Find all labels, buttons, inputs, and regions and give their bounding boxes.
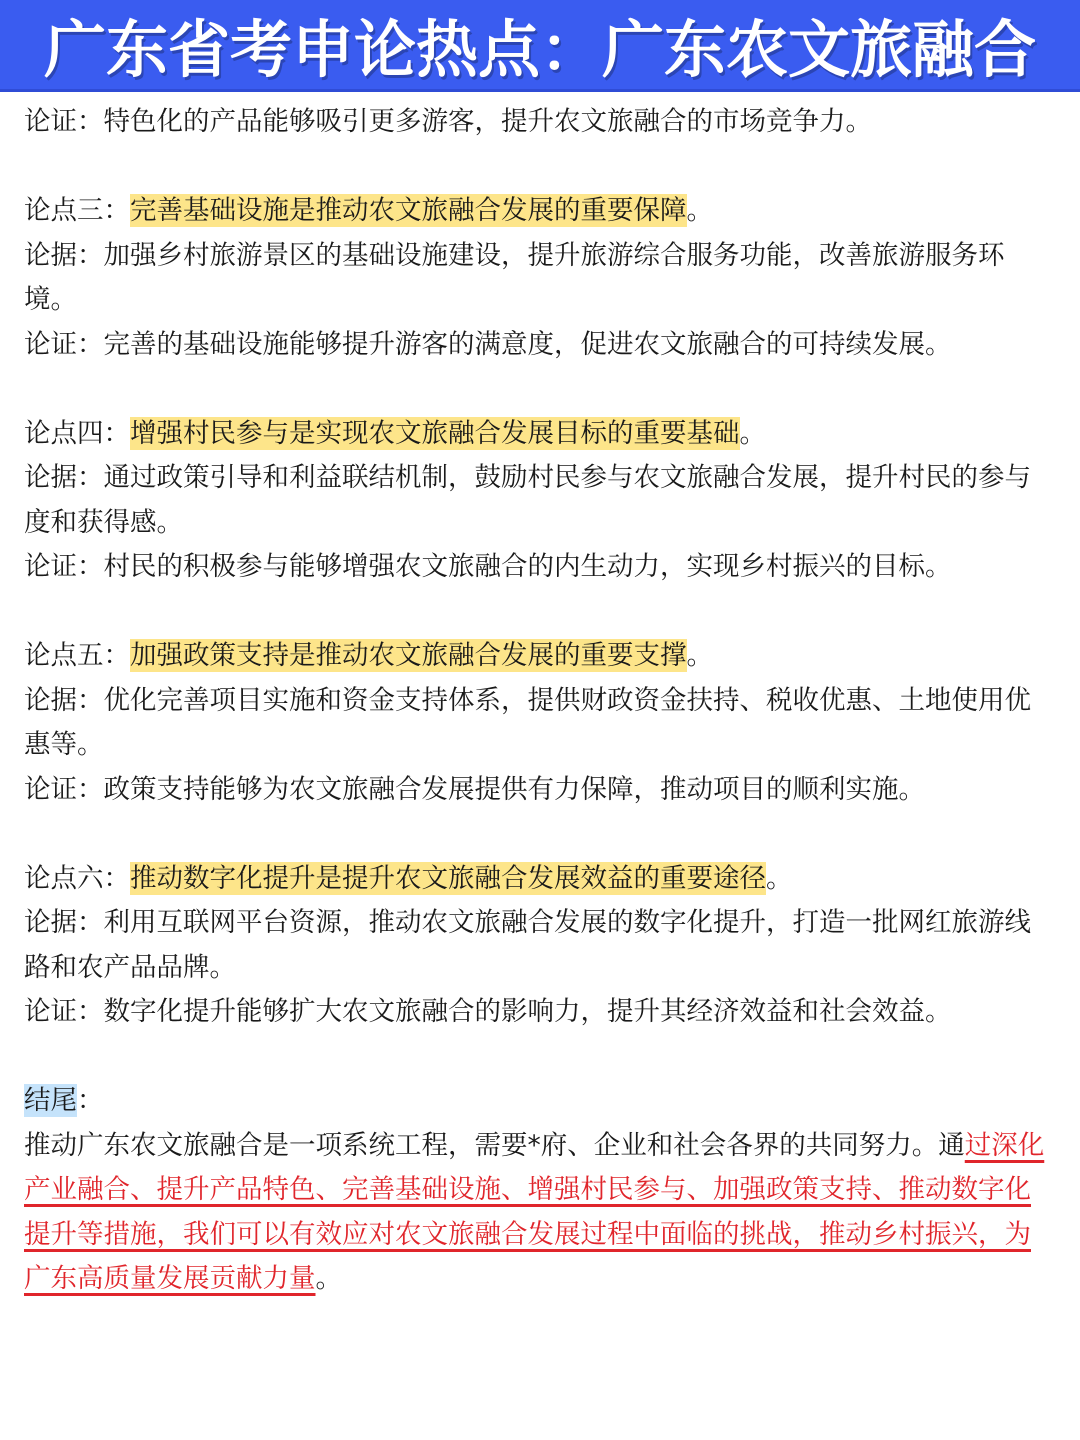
ending-emphasis-text: 过深化产业融合、提升产品特色、完善基础设施、增强村民参与、加强政策支持、推动数字化提升等措施，我们可以有效应对农文旅融合发展过程中面临的挑战，推动乡村振兴，为广东高质量发展贡献力量 (24, 1129, 1045, 1294)
point-argument: 论证：数字化提升能够扩大农文旅融合的影响力，提升其经济效益和社会效益。 (24, 996, 952, 1027)
highlighted-claim: 加强政策支持是推动农文旅融合发展的重要支撑 (130, 640, 687, 671)
point-block-6 (24, 857, 1056, 1035)
point-block-3 (24, 189, 1056, 367)
highlighted-claim: 推动数字化提升是提升农文旅融合发展效益的重要途径 (130, 862, 766, 894)
point-label: 论点四： (24, 417, 130, 449)
spacer (24, 812, 1056, 857)
point-evidence: 论据：加强乡村旅游景区的基础设施建设，提升旅游综合服务功能，改善旅游服务环境。 (24, 239, 1005, 315)
spacer (24, 367, 1056, 412)
claim-period: 。 (686, 640, 713, 671)
point-claim (24, 857, 1056, 902)
point-block-5 (24, 634, 1056, 812)
point-argument: 论证：政策支持能够为农文旅融合发展提供有力保障，推动项目的顺利实施。 (24, 773, 925, 805)
point-argument: 论证：完善的基础设施能够提升游客的满意度，促进农文旅融合的可持续发展。 (24, 328, 952, 360)
point-claim (24, 189, 1056, 234)
ending-label: 结尾 (24, 1085, 77, 1116)
ending-paragraph (24, 1124, 1056, 1302)
point-claim (24, 634, 1056, 679)
ending-period: 。 (315, 1263, 342, 1294)
point-evidence: 论据：利用互联网平台资源，推动农文旅融合发展的数字化提升，打造一批网红旅游线路和农产品品牌。 (24, 907, 1031, 983)
intro-argument: 论证：特色化的产品能够吸引更多游客，提升农文旅融合的市场竞争力。 (24, 106, 872, 137)
point-evidence: 论据：优化完善项目实施和资金支持体系，提供财政资金扶持、税收优惠、土地使用优惠等。 (24, 684, 1031, 760)
highlighted-claim: 完善基础设施是推动农文旅融合发展的重要保障 (130, 195, 687, 226)
point-evidence: 论据：通过政策引导和利益联结机制，鼓励村民参与农文旅融合发展，提升村民的参与度和获得感。 (24, 462, 1031, 538)
ending-plain-text: 推动广东农文旅融合是一项系统工程，需要*府、企业和社会各界的共同努力。通 (24, 1129, 965, 1161)
spacer (24, 145, 1056, 190)
point-claim (24, 412, 1056, 457)
point-label: 论点五： (24, 640, 130, 671)
point-label: 论点六： (24, 862, 130, 894)
ending-heading (24, 1079, 1056, 1124)
claim-period: 。 (686, 195, 713, 226)
ending-colon: ： (77, 1085, 104, 1116)
spacer (24, 1035, 1056, 1080)
claim-period: 。 (766, 862, 793, 894)
highlighted-claim: 增强村民参与是实现农文旅融合发展目标的重要基础 (130, 417, 740, 449)
claim-period: 。 (739, 417, 766, 449)
point-block-4 (24, 412, 1056, 590)
ending-block (24, 1079, 1056, 1302)
point-label: 论点三： (24, 195, 130, 226)
page-title: 广东省考申论热点：广东农文旅融合 (43, 13, 1036, 86)
point-argument: 论证：村民的积极参与能够增强农文旅融合的内生动力，实现乡村振兴的目标。 (24, 551, 952, 582)
title-banner (0, 0, 1080, 92)
spacer (24, 590, 1056, 635)
article-body (24, 100, 1056, 1302)
